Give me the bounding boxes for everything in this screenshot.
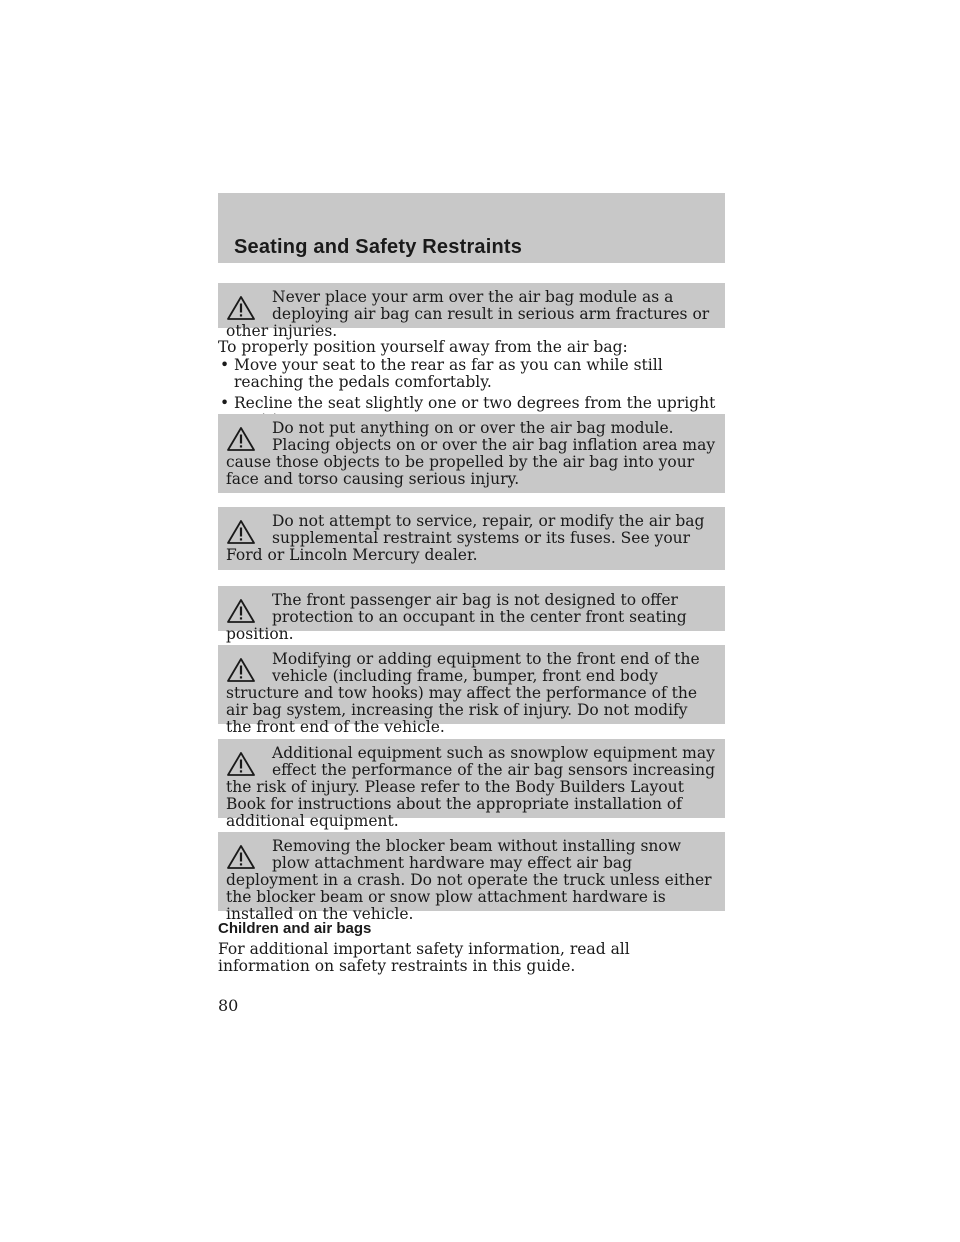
warning-box: [218, 586, 725, 643]
warning-box: [218, 739, 725, 830]
warning-triangle-icon: [226, 426, 256, 452]
section-title: Seating and Safety Restraints: [234, 236, 523, 258]
bullet-text: Move your seat to the rear as far as you can while still reaching the pedals comfortably.: [234, 356, 663, 391]
warning-triangle-icon: [226, 751, 256, 777]
warning-triangle-icon: [226, 519, 256, 545]
warning-text: The front passenger air bag is not designed to offer protection to an occupant in the center front seating position.: [226, 591, 687, 643]
section-text: For additional important safety information, read all information on safety restraints in this guide.: [218, 940, 630, 975]
warning-text: Removing the blocker beam without installing snow plow attachment hardware may effect air bag deployment in a crash. Do not operate the truck unless either the blocker beam or snow plow attachment hardware is installed on the vehicle.: [226, 837, 712, 923]
warning-text: Never place your arm over the air bag module as a deploying air bag can result in serious arm fractures or other injuries.: [226, 288, 710, 340]
warning-triangle-icon: [226, 295, 256, 321]
warning-triangle-icon: [226, 844, 256, 870]
bullet-icon: •: [220, 356, 230, 374]
warning-text: Modifying or adding equipment to the front end of the vehicle (including frame, bumper, front end body structure and tow hooks) may affect the performance of the air bag system, increasing the risk of injury. Do not modify the front end of the vehicle.: [226, 650, 700, 736]
warning-box: [218, 414, 725, 493]
warning-text: Additional equipment such as snowplow equipment may effect the performance of the air bag sensors increasing the risk of injury. Please refer to the Body Builders Layout Book for instructions about the appropriate installation of additional equipment.: [226, 744, 715, 830]
intro-text: To properly position yourself away from the air bag:: [218, 338, 628, 356]
warning-text: Do not put anything on or over the air bag module. Placing objects on or over the air bag inflation area may cause those objects to be propelled by the air bag into your face and torso causing serious injury.: [226, 419, 716, 488]
warning-text: Do not attempt to service, repair, or modify the air bag supplemental restraint systems or its fuses. See your Ford or Lincoln Mercury dealer.: [226, 512, 705, 564]
warning-box: [218, 283, 725, 340]
warning-box: [218, 645, 725, 736]
list-item: [218, 357, 728, 391]
warning-box: [218, 832, 725, 923]
bullet-text: Recline the seat slightly one or two degrees from the upright: [234, 394, 716, 412]
bullet-icon: •: [220, 394, 230, 412]
subsection-heading: Children and air bags: [218, 920, 372, 937]
warning-box: [218, 507, 725, 570]
warning-triangle-icon: [226, 657, 256, 683]
warning-triangle-icon: [226, 598, 256, 624]
section-header: [218, 193, 725, 263]
page-number: 80: [218, 996, 239, 1015]
